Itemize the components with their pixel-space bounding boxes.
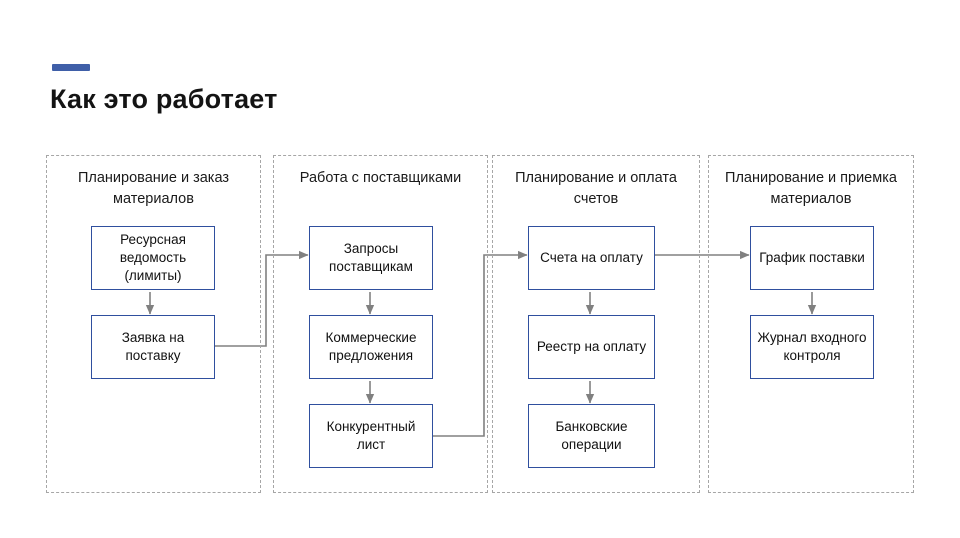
node-competitive-sheet[interactable]: Конкурентный лист [309,404,433,468]
group-work-with-suppliers [273,155,488,493]
node-delivery-schedule[interactable]: График поставки [750,226,874,290]
node-bank-operations[interactable]: Банковские операции [528,404,655,468]
group-planning-and-acceptance [708,155,914,493]
node-commercial-offers[interactable]: Коммерческие предложения [309,315,433,379]
group-planning-and-payment [492,155,700,493]
accent-bar [52,64,90,71]
node-supply-request[interactable]: Заявка на поставку [91,315,215,379]
node-supplier-requests[interactable]: Запросы поставщикам [309,226,433,290]
group-planning-and-ordering [46,155,261,493]
node-payment-register[interactable]: Реестр на оплату [528,315,655,379]
node-resource-sheet[interactable]: Ресурсная ведомость (лимиты) [91,226,215,290]
group-title: Работа с поставщиками [299,170,462,186]
process-groups [46,155,914,493]
page-title: Как это работает [50,84,278,114]
group-title: Планирование и заказ материалов [77,170,230,208]
node-invoices-for-payment[interactable]: Счета на оплату [528,226,655,290]
node-incoming-control-log[interactable]: Журнал входного контроля [750,315,874,379]
group-title: Планирование и оплата счетов [515,170,677,208]
group-title: Планирование и приемка материалов [725,170,897,208]
